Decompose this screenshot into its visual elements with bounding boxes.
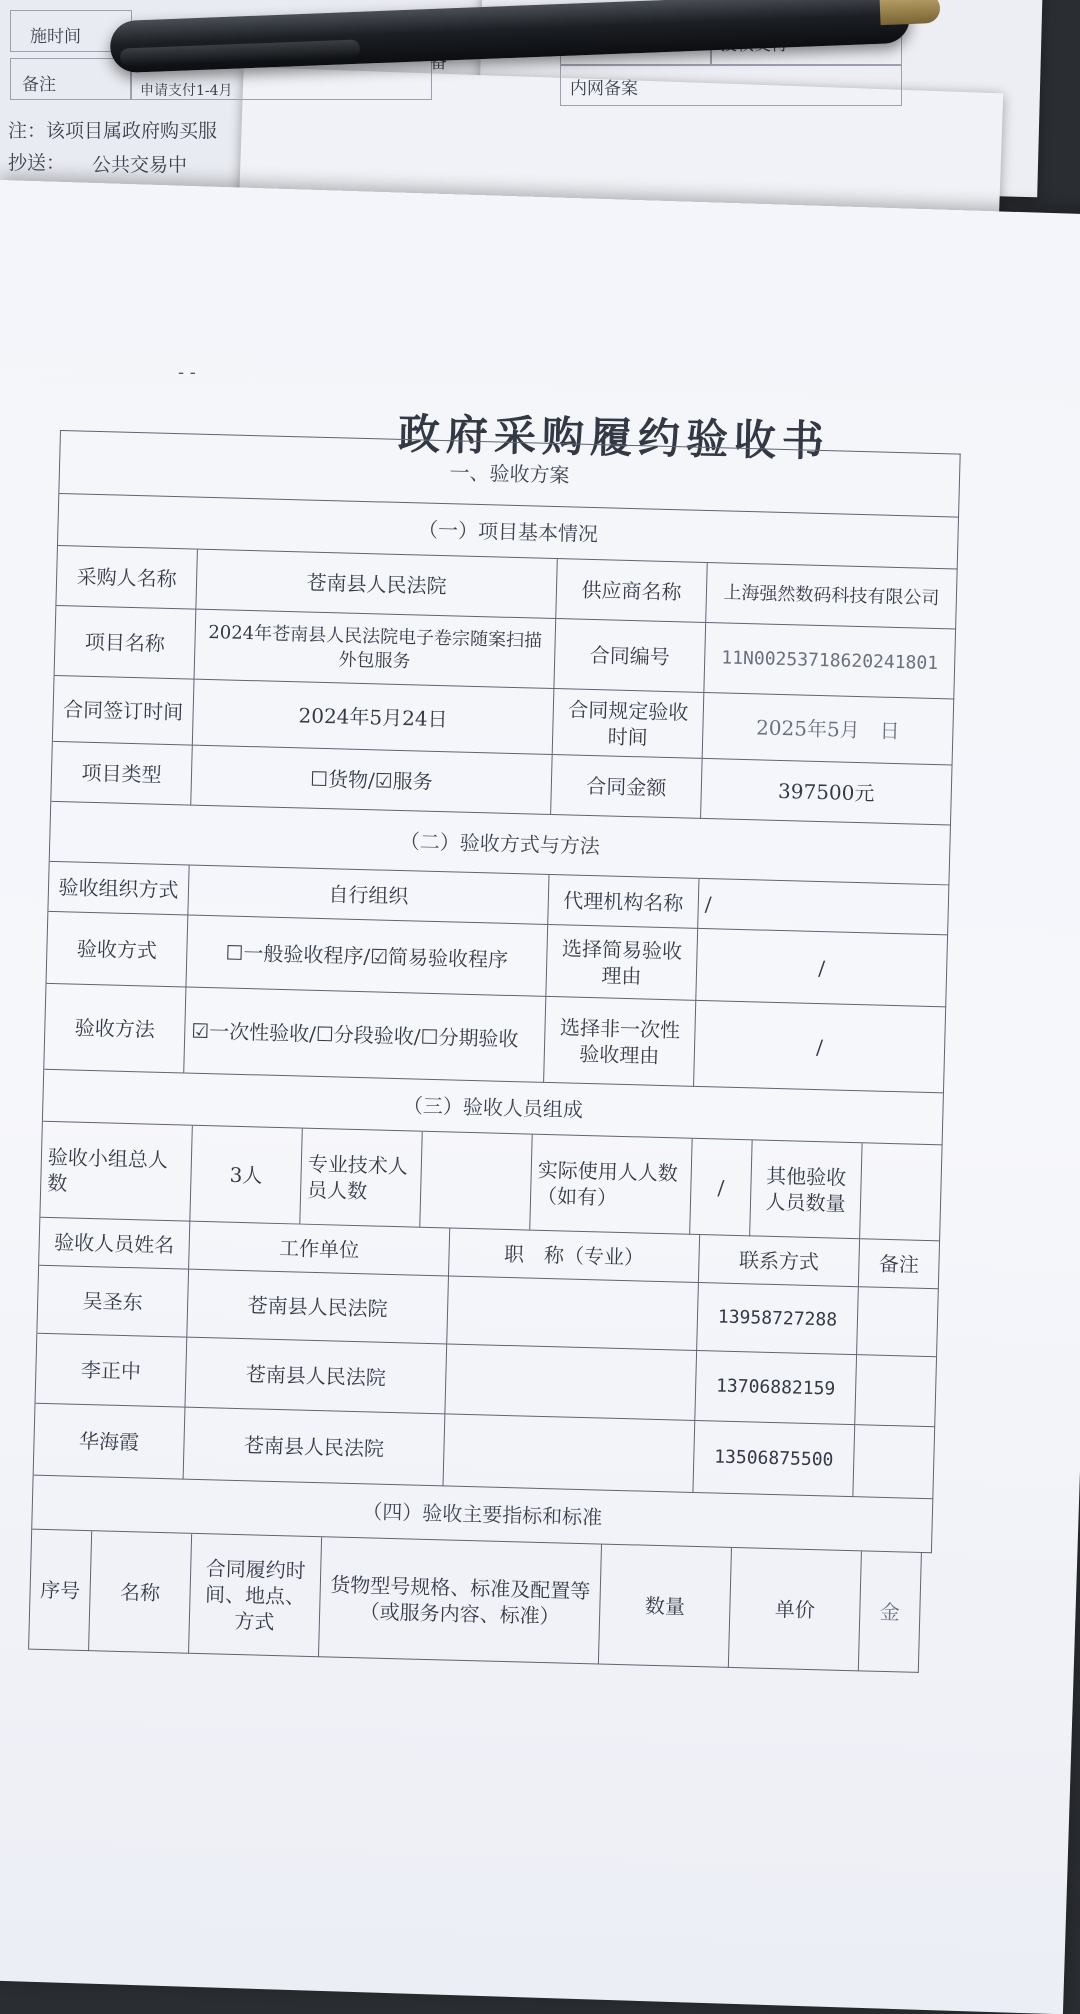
criteria-header-amount: 金 — [859, 1551, 922, 1673]
fragment-cc-label: 抄送： — [8, 152, 66, 174]
users-label: 实际使用人人数（如有） — [530, 1135, 692, 1235]
subsection-method: （二）验收方式与方法 — [50, 802, 951, 886]
tech-value — [420, 1132, 532, 1231]
supplier-value: 上海强然数码科技有限公司 — [706, 563, 957, 630]
fragment-cc-text: 公共交易中 — [92, 154, 188, 176]
simple-reason-label: 选择简易验收理由 — [546, 925, 698, 1001]
project-name-label: 项目名称 — [55, 606, 197, 680]
subsection-criteria: （四）验收主要指标和标准 — [32, 1476, 933, 1554]
fragment-internal-filing: 内网备案 — [570, 79, 638, 99]
member-note — [853, 1425, 935, 1499]
simple-reason-value: / — [696, 929, 948, 1008]
sign-date-label: 合同签订时间 — [53, 676, 195, 746]
member-title — [445, 1344, 697, 1421]
members-header-note: 备注 — [859, 1239, 940, 1289]
section-acceptance-plan: 一、验收方案 — [59, 430, 960, 518]
team-total-label: 验收小组总人数 — [40, 1122, 192, 1222]
criteria-header-price: 单价 — [729, 1548, 862, 1671]
users-value: / — [690, 1139, 752, 1237]
contract-no-value: 11N00253718620241801 — [704, 623, 956, 700]
member-unit: 苍南县人民法院 — [184, 1408, 446, 1487]
dash-mark: - - — [178, 362, 196, 383]
members-header-name: 验收人员姓名 — [39, 1218, 190, 1270]
agency-label: 代理机构名称 — [548, 875, 699, 929]
criteria-header-name: 名称 — [89, 1531, 192, 1654]
sign-date-value: 2024年5月24日 — [193, 680, 555, 755]
contract-no-label: 合同编号 — [554, 619, 706, 693]
accept-date-label: 合同规定验收时间 — [553, 689, 705, 759]
member-title — [447, 1276, 699, 1351]
member-title — [443, 1414, 695, 1493]
subsection-basic-info: （一）项目基本情况 — [58, 494, 959, 570]
team-total-value: 3人 — [190, 1126, 302, 1225]
nononce-reason-label: 选择非一次性验收理由 — [544, 997, 696, 1087]
criteria-header-time: 合同履约时间、地点、方式 — [189, 1534, 322, 1657]
member-note — [857, 1287, 939, 1357]
approach-value: ☑一次性验收/☐分段验收/☐分期验收 — [184, 988, 546, 1083]
method-label: 验收方式 — [46, 912, 188, 988]
tech-label: 专业技术人员人数 — [300, 1129, 422, 1228]
amount-value: 397500元 — [701, 759, 952, 826]
member-name: 吴圣东 — [37, 1266, 189, 1338]
members-header-unit: 工作单位 — [189, 1222, 450, 1277]
method-value: ☐一般验收程序/☑简易验收程序 — [186, 916, 548, 997]
acceptance-form — [28, 430, 1060, 1676]
nononce-reason-value: / — [694, 1001, 946, 1094]
project-type-value: ☐货物/☑服务 — [191, 746, 552, 815]
criteria-header-no: 序号 — [29, 1530, 92, 1652]
member-name: 华海霞 — [34, 1404, 186, 1480]
fragment-remark: 备注 — [22, 75, 56, 95]
org-label: 验收组织方式 — [48, 862, 189, 916]
members-header-phone: 联系方式 — [699, 1235, 860, 1287]
subsection-team: （三）验收人员组成 — [43, 1070, 944, 1146]
member-unit: 苍南县人民法院 — [187, 1270, 449, 1345]
member-phone: 13958727288 — [697, 1283, 859, 1355]
supplier-label: 供应商名称 — [556, 559, 708, 623]
approach-label: 验收方法 — [44, 984, 186, 1074]
amount-label: 合同金额 — [551, 755, 703, 819]
accept-date-value: 2025年5月 日 — [703, 693, 955, 766]
project-name-value: 2024年苍南县人民法院电子卷宗随案扫描外包服务 — [195, 610, 557, 689]
fragment-filing: 备 — [430, 53, 447, 73]
member-unit: 苍南县人民法院 — [185, 1338, 447, 1415]
others-value — [860, 1143, 942, 1241]
fragment-payment: 申请支付1-4月 — [140, 83, 233, 99]
criteria-header-spec: 货物型号规格、标准及配置等（或服务内容、标准） — [319, 1537, 602, 1664]
member-note — [855, 1355, 937, 1427]
member-phone: 13506875500 — [693, 1421, 855, 1497]
org-value: 自行组织 — [188, 866, 549, 925]
fragment-note: 注：该项目属政府购买服 — [8, 120, 218, 142]
agency-value: / — [698, 879, 949, 936]
member-name: 李正中 — [36, 1334, 188, 1408]
project-type-label: 项目类型 — [51, 742, 193, 806]
criteria-header-qty: 数量 — [599, 1545, 732, 1668]
document-title: 政府采购履约验收书 — [397, 409, 831, 466]
fragment-implementation-time: 施时间 — [30, 27, 81, 47]
purchaser-label: 采购人名称 — [56, 546, 198, 610]
pen-tip — [879, 0, 940, 25]
others-label: 其他验收人员数量 — [750, 1140, 862, 1239]
member-phone: 13706882159 — [695, 1351, 857, 1425]
purchaser-value: 苍南县人民法院 — [196, 550, 557, 619]
members-header-title: 职 称（专业） — [449, 1228, 700, 1283]
